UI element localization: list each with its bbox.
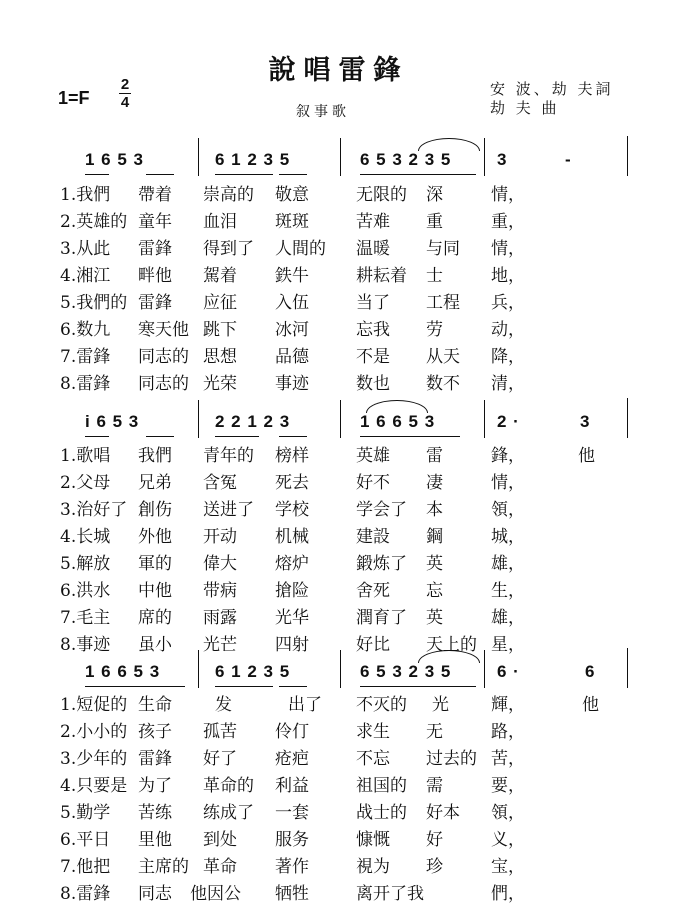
lyric-phrase: 思想 bbox=[203, 347, 237, 367]
lyric-phrase: 生， bbox=[491, 581, 525, 601]
lyric-phrase: 劳 bbox=[426, 320, 443, 340]
lyric-phrase: 帶着 bbox=[138, 185, 172, 205]
lyric-phrase: 軍的 bbox=[138, 554, 172, 574]
lyric-phrase: 降， bbox=[491, 347, 525, 367]
lyric-phrase: 同志 bbox=[138, 884, 172, 904]
lyric-phrase: 工程 bbox=[426, 293, 460, 313]
lyric-phrase: 建設 bbox=[356, 527, 390, 547]
lyric-phrase: 人間的 bbox=[275, 239, 326, 259]
lyric-phrase: 領， bbox=[491, 500, 525, 520]
lyric-phrase: 义， bbox=[491, 830, 525, 850]
lyric-phrase: 无 bbox=[426, 722, 443, 742]
lyric-phrase: 死去 bbox=[275, 473, 309, 493]
lyric-phrase: 光 bbox=[432, 695, 449, 715]
lyric-phrase: 冰河 bbox=[275, 320, 309, 340]
lyric-phrase: 敬意 bbox=[275, 185, 309, 205]
lyric-phrase: 6.洪水 bbox=[60, 581, 111, 601]
lyric-phrase: 光荣 bbox=[203, 374, 237, 394]
lyric-phrase: 3.从此 bbox=[60, 239, 111, 259]
lyric-phrase: 我們 bbox=[138, 446, 172, 466]
lyric-phrase: 地， bbox=[491, 266, 525, 286]
lyric-phrase: 4.长城 bbox=[60, 527, 111, 547]
lyric-phrase: 英 bbox=[426, 608, 443, 628]
lyric-phrase: 他 bbox=[582, 695, 599, 715]
lyric-phrase: 苦难 bbox=[356, 212, 390, 232]
lyric-phrase: 5.解放 bbox=[60, 554, 111, 574]
measure-notes: 2 · bbox=[497, 412, 520, 431]
lyric-phrase: 城， bbox=[491, 527, 525, 547]
lyric-phrase: 动， bbox=[491, 320, 525, 340]
lyric-phrase: 童年 bbox=[138, 212, 172, 232]
lyric-phrase: 1.我們 bbox=[60, 185, 111, 205]
lyric-phrase: 过去的 bbox=[426, 749, 477, 769]
lyric-phrase: 榜样 bbox=[275, 446, 309, 466]
lyric-phrase: 品德 bbox=[275, 347, 309, 367]
lyric-phrase: 里他 bbox=[138, 830, 172, 850]
lyric-phrase: 他因公 bbox=[190, 884, 241, 904]
lyric-phrase: 斑斑 bbox=[275, 212, 309, 232]
lyric-phrase: 为了 bbox=[138, 776, 172, 796]
lyric-phrase: 需 bbox=[426, 776, 443, 796]
lyric-phrase: 不灭的 bbox=[356, 695, 407, 715]
lyric-phrase: 兄弟 bbox=[138, 473, 172, 493]
lyric-phrase: 深 bbox=[426, 185, 443, 205]
lyric-phrase: 8.雷鋒 bbox=[60, 884, 111, 904]
lyric-phrase: 天上的 bbox=[426, 635, 477, 655]
lyric-phrase: 苦练 bbox=[138, 803, 172, 823]
measure-notes: 6 · bbox=[497, 662, 520, 681]
lyric-phrase: 6.数九 bbox=[60, 320, 111, 340]
lyric-phrase: 事迹 bbox=[275, 374, 309, 394]
lyric-phrase: 5.勤学 bbox=[60, 803, 111, 823]
measure-notes: 6 1 2 3 5 bbox=[215, 150, 291, 169]
lyric-phrase: 学会了 bbox=[356, 500, 407, 520]
lyric-phrase: 雷鋒 bbox=[138, 239, 172, 259]
lyric-phrase: 寒天他 bbox=[138, 320, 189, 340]
lyric-phrase: 温暖 bbox=[356, 239, 390, 259]
lyric-phrase: 不忘 bbox=[356, 749, 390, 769]
lyric-phrase: 著作 bbox=[275, 857, 309, 877]
lyric-phrase: 从天 bbox=[426, 347, 460, 367]
lyric-phrase: 重， bbox=[491, 212, 525, 232]
lyric-phrase: 2.小小的 bbox=[60, 722, 128, 742]
lyric-phrase: 革命 bbox=[203, 857, 237, 877]
lyric-phrase: 血泪 bbox=[203, 212, 237, 232]
lyric-phrase: 入伍 bbox=[275, 293, 309, 313]
lyric-phrase: 畔他 bbox=[138, 266, 172, 286]
lyric-phrase: 发 bbox=[215, 695, 232, 715]
lyric-phrase: 孤苦 bbox=[203, 722, 237, 742]
lyric-phrase: 到处 bbox=[203, 830, 237, 850]
lyric-phrase: 忘 bbox=[426, 581, 443, 601]
lyric-phrase: 8.事迹 bbox=[60, 635, 111, 655]
lyric-phrase: 3.治好了 bbox=[60, 500, 128, 520]
lyric-phrase: 兵， bbox=[491, 293, 525, 313]
lyric-phrase: 好不 bbox=[356, 473, 390, 493]
lyric-phrase: 本 bbox=[426, 500, 443, 520]
lyric-phrase: 路， bbox=[491, 722, 525, 742]
lyric-phrase: 牺牲 bbox=[275, 884, 309, 904]
lyric-phrase: 带病 bbox=[203, 581, 237, 601]
lyric-phrase: 好本 bbox=[426, 803, 460, 823]
lyric-phrase: 1.短促的 bbox=[60, 695, 128, 715]
lyric-phrase: 耕耘着 bbox=[356, 266, 407, 286]
lyric-phrase: 雷鋒 bbox=[138, 749, 172, 769]
lyric-phrase: 机械 bbox=[275, 527, 309, 547]
lyric-phrase: 席的 bbox=[138, 608, 172, 628]
lyric-phrase: 鍛炼了 bbox=[356, 554, 407, 574]
lyric-phrase: 情， bbox=[491, 473, 525, 493]
song-genre: 叙事歌 bbox=[296, 104, 350, 120]
lyric-phrase: 一套 bbox=[275, 803, 309, 823]
lyric-phrase: 潤育了 bbox=[356, 608, 407, 628]
lyric-phrase: 练成了 bbox=[203, 803, 254, 823]
lyric-phrase: 雄， bbox=[491, 608, 525, 628]
lyric-phrase: 偉大 bbox=[203, 554, 237, 574]
lyric-phrase: 要， bbox=[491, 776, 525, 796]
page-title: 說唱雷鋒 bbox=[268, 55, 409, 86]
measure-notes: 1 6 6 5 3 bbox=[85, 662, 161, 681]
lyric-phrase: 无限的 bbox=[356, 185, 407, 205]
lyric-phrase: 8.雷鋒 bbox=[60, 374, 111, 394]
lyric-phrase: 鋒， bbox=[491, 446, 525, 466]
lyric-phrase: 鉄牛 bbox=[275, 266, 309, 286]
lyric-phrase: 宝， bbox=[491, 857, 525, 877]
lyric-phrase: 求生 bbox=[356, 722, 390, 742]
measure-notes: 6 1 2 3 5 bbox=[215, 662, 291, 681]
lyric-phrase: 开动 bbox=[203, 527, 237, 547]
credit-lyricist: 安 波、劫 夫詞 bbox=[490, 80, 614, 98]
lyric-phrase: 駕着 bbox=[203, 266, 237, 286]
lyric-phrase: 雄， bbox=[491, 554, 525, 574]
lyric-phrase: 战士的 bbox=[356, 803, 407, 823]
lyric-phrase: 雷 bbox=[426, 446, 443, 466]
lyric-phrase: 珍 bbox=[426, 857, 443, 877]
lyric-phrase: 同志的 bbox=[138, 347, 189, 367]
lyric-phrase: 主席的 bbox=[138, 857, 189, 877]
lyric-phrase: 7.毛主 bbox=[60, 608, 111, 628]
lyric-phrase: 服务 bbox=[275, 830, 309, 850]
lyric-phrase: 数也 bbox=[356, 374, 390, 394]
lyric-phrase: 領， bbox=[491, 803, 525, 823]
lyric-phrase: 搶险 bbox=[275, 581, 309, 601]
lyric-phrase: 好 bbox=[426, 830, 443, 850]
meter-top: 2 bbox=[120, 76, 130, 93]
lyric-phrase: 光华 bbox=[275, 608, 309, 628]
lyric-phrase: 情， bbox=[491, 239, 525, 259]
lyric-phrase: 苦， bbox=[491, 749, 525, 769]
lyric-phrase: 1.歌唱 bbox=[60, 446, 111, 466]
lyric-phrase: 星， bbox=[491, 635, 525, 655]
key-signature: 1=F bbox=[58, 88, 90, 108]
lyric-phrase: 不是 bbox=[356, 347, 390, 367]
lyric-phrase: 利益 bbox=[275, 776, 309, 796]
lyric-phrase: 同志的 bbox=[138, 374, 189, 394]
lyric-phrase: 疮疤 bbox=[275, 749, 309, 769]
lyric-phrase: 四射 bbox=[275, 635, 309, 655]
lyric-phrase: 与同 bbox=[426, 239, 460, 259]
credit-composer: 劫 夫 曲 bbox=[490, 99, 560, 117]
lyric-phrase: 应征 bbox=[203, 293, 237, 313]
measure-notes: i 6 5 3 bbox=[85, 412, 140, 431]
lyric-phrase: 5.我們的 bbox=[60, 293, 128, 313]
lyric-phrase: 雨露 bbox=[203, 608, 237, 628]
lyric-phrase: 离开了我 bbox=[356, 884, 424, 904]
lyric-phrase: 4.只要是 bbox=[60, 776, 128, 796]
lyric-phrase: 2.英雄的 bbox=[60, 212, 128, 232]
lyric-phrase: 好比 bbox=[356, 635, 390, 655]
lyric-phrase: 輝， bbox=[491, 695, 525, 715]
lyric-phrase: 他 bbox=[578, 446, 595, 466]
lyric-phrase: 鋼 bbox=[426, 527, 443, 547]
lyric-phrase: 雷鋒 bbox=[138, 293, 172, 313]
lyric-phrase: 忘我 bbox=[356, 320, 390, 340]
lyric-phrase: 外他 bbox=[138, 527, 172, 547]
measure-notes: 6 bbox=[585, 662, 596, 681]
lyric-phrase: 送进了 bbox=[203, 500, 254, 520]
lyric-phrase: 3.少年的 bbox=[60, 749, 128, 769]
lyric-phrase: 青年的 bbox=[203, 446, 254, 466]
lyric-phrase: 光芒 bbox=[203, 635, 237, 655]
lyric-phrase: 2.父母 bbox=[60, 473, 111, 493]
measure-notes: 3 bbox=[497, 150, 508, 169]
lyric-phrase: 7.他把 bbox=[60, 857, 111, 877]
lyric-phrase: 7.雷鋒 bbox=[60, 347, 111, 367]
lyric-phrase: 崇高的 bbox=[203, 185, 254, 205]
lyric-phrase: 含冤 bbox=[203, 473, 237, 493]
measure-notes: 1 6 5 3 bbox=[85, 150, 144, 169]
lyric-phrase: 凄 bbox=[426, 473, 443, 493]
lyric-phrase: 英 bbox=[426, 554, 443, 574]
lyric-phrase: 革命的 bbox=[203, 776, 254, 796]
lyric-phrase: 中他 bbox=[138, 581, 172, 601]
lyric-phrase: 舍死 bbox=[356, 581, 390, 601]
lyric-phrase: 6.平日 bbox=[60, 830, 111, 850]
lyric-phrase: 創伤 bbox=[138, 500, 172, 520]
lyric-phrase: 重 bbox=[426, 212, 443, 232]
lyric-phrase: 們， bbox=[491, 884, 525, 904]
lyric-phrase: 孩子 bbox=[138, 722, 172, 742]
measure-notes: 6 5 3 2 3 5 bbox=[360, 150, 452, 169]
lyric-phrase: 祖国的 bbox=[356, 776, 407, 796]
lyric-phrase: 情， bbox=[491, 185, 525, 205]
lyric-phrase: 跳下 bbox=[203, 320, 237, 340]
lyric-phrase: 出了 bbox=[288, 695, 322, 715]
lyric-phrase: 得到了 bbox=[203, 239, 254, 259]
lyric-phrase: 清， bbox=[491, 374, 525, 394]
lyric-phrase: 生命 bbox=[138, 695, 172, 715]
measure-notes: 3 bbox=[580, 412, 591, 431]
lyric-phrase: 士 bbox=[426, 266, 443, 286]
time-signature bbox=[117, 76, 133, 111]
lyric-phrase: 好了 bbox=[203, 749, 237, 769]
lyric-phrase: 学校 bbox=[275, 500, 309, 520]
lyric-phrase: 伶仃 bbox=[275, 722, 309, 742]
measure-notes: - bbox=[565, 150, 572, 169]
lyric-phrase: 数不 bbox=[426, 374, 460, 394]
measure-notes: 1 6 6 5 3 bbox=[360, 412, 436, 431]
lyric-phrase: 虽小 bbox=[138, 635, 172, 655]
meter-bottom: 4 bbox=[120, 94, 130, 111]
lyric-phrase: 当了 bbox=[356, 293, 390, 313]
measure-notes: 2 2 1 2 3 bbox=[215, 412, 291, 431]
lyric-phrase: 視为 bbox=[356, 857, 390, 877]
measure-notes: 6 5 3 2 3 5 bbox=[360, 662, 452, 681]
lyric-phrase: 熔炉 bbox=[275, 554, 309, 574]
lyric-phrase: 4.湘江 bbox=[60, 266, 111, 286]
lyric-phrase: 英雄 bbox=[356, 446, 390, 466]
lyric-phrase: 慷慨 bbox=[356, 830, 390, 850]
